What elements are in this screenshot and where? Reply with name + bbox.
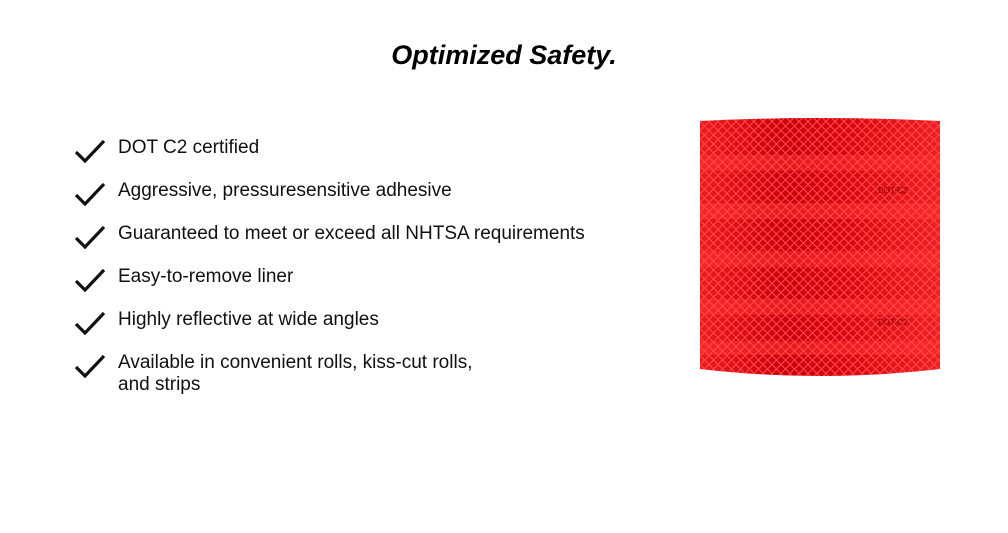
feature-list bbox=[74, 137, 585, 402]
feature-item bbox=[74, 180, 585, 223]
feature-label: Available in convenient rolls, kiss-cut rolls, and strips bbox=[118, 352, 473, 395]
check-icon bbox=[74, 311, 106, 335]
feature-label: Aggressive, pressuresensitive adhesive bbox=[118, 180, 452, 201]
check-icon bbox=[74, 182, 106, 206]
feature-item bbox=[74, 309, 585, 352]
check-icon bbox=[74, 139, 106, 163]
feature-label: Easy-to-remove liner bbox=[118, 266, 294, 287]
feature-item bbox=[74, 266, 585, 309]
check-icon bbox=[74, 354, 106, 378]
check-icon bbox=[74, 225, 106, 249]
page-title: Optimized Safety. bbox=[391, 40, 617, 70]
feature-item bbox=[74, 137, 585, 180]
svg-text:DOT-C2: DOT-C2 bbox=[878, 318, 908, 327]
feature-item bbox=[74, 223, 585, 266]
feature-label: Highly reflective at wide angles bbox=[118, 309, 379, 330]
check-icon bbox=[74, 268, 106, 292]
feature-label: Guaranteed to meet or exceed all NHTSA requirements bbox=[118, 223, 585, 244]
feature-item bbox=[74, 352, 585, 402]
feature-label: DOT C2 certified bbox=[118, 137, 260, 158]
reflective-tape-roll-image bbox=[700, 117, 940, 379]
svg-text:DOT-C2: DOT-C2 bbox=[878, 186, 908, 195]
